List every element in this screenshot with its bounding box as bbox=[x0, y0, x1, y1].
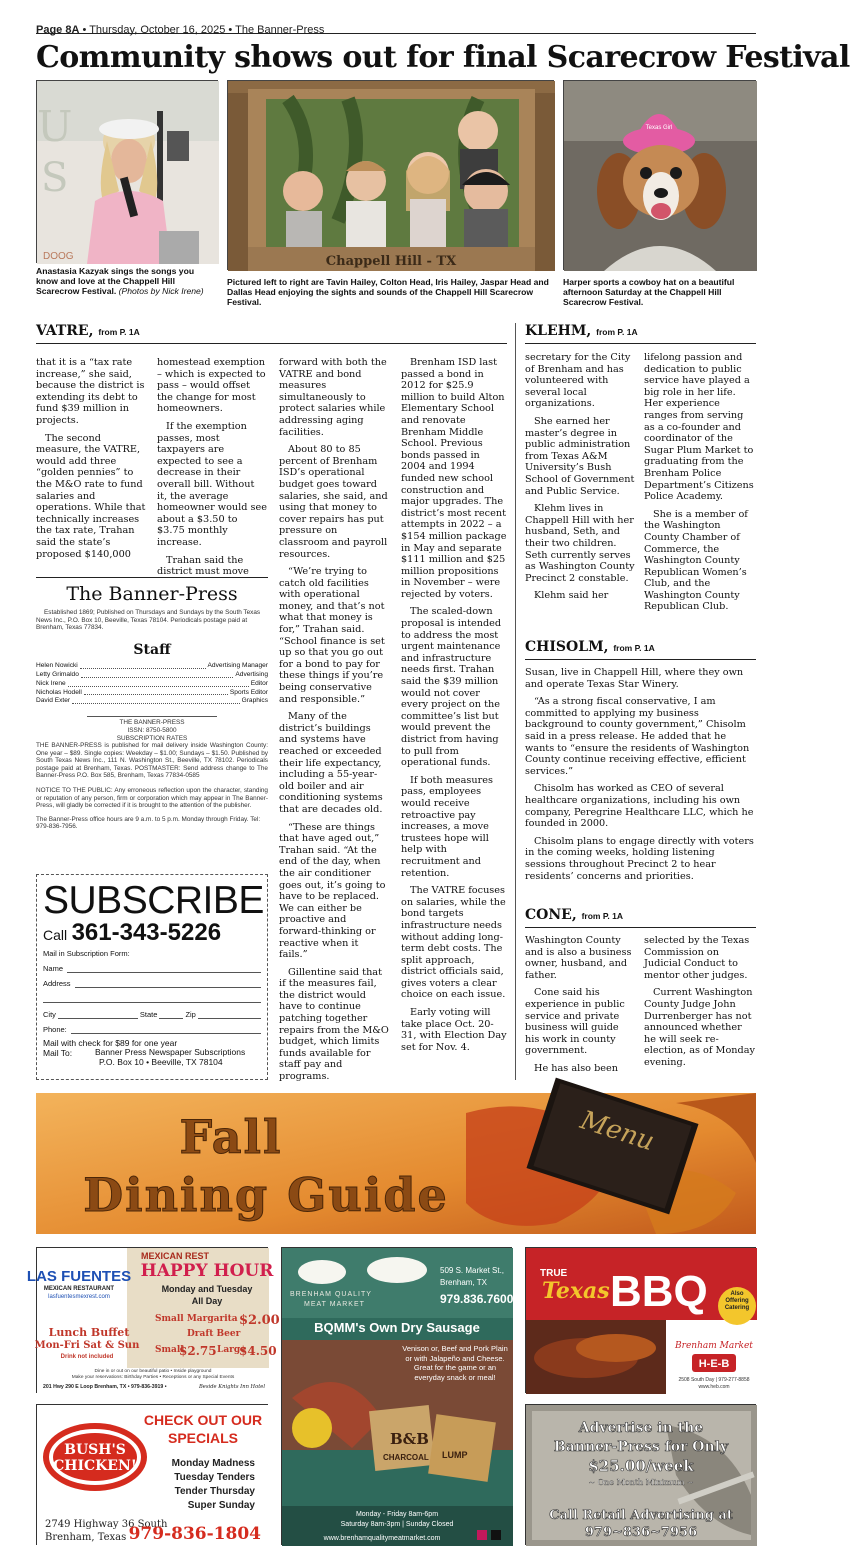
phone-field[interactable]: Phone: bbox=[43, 1025, 261, 1034]
staff-list bbox=[36, 662, 268, 707]
fall-title: Fall bbox=[179, 1110, 283, 1164]
cone-col-1: Washington County and is also a business owner, husband, and father. Cone said his experience in public service and private business will guide his work in county government. He has also been bbox=[525, 935, 632, 1074]
vatre-header: VATRE, from P. 1A bbox=[36, 323, 507, 344]
paper-name: The Banner-Press bbox=[235, 24, 325, 36]
klehm-col-1: secretary for the City of Brenham and has volunteered with several local organizations. She earned her master’s degree in public administration from Texas A&M University’s Bush School of Government and Public Service. Klehm lives in Chappell Hill with her husband, Seth, and their two children. Seth currently serves as Washington County Precinct 2 constable. Klehm said her bbox=[525, 352, 635, 602]
svg-text:TRUE: TRUE bbox=[540, 1268, 568, 1279]
svg-text:Banner-Press for Only: Banner-Press for Only bbox=[553, 1439, 729, 1455]
klehm-col-2: lifelong passion and dedication to public service have played a big role in her life. Her experience ranges from serving as a co-founder and coordinator of the Sugar Plum Market to graduating from the Brenham Police Department’s Citizens Police Academy. She is a member of the Washington County Chamber of Commerce, the Washington County Republican Women’s Club, and the Washington County Republican Club. bbox=[644, 352, 754, 613]
issue-date: Thursday, October 16, 2025 bbox=[89, 24, 226, 36]
dining-guide-title: Dining Guide bbox=[83, 1168, 449, 1222]
headline: Community shows out for final Scarecrow Festival bbox=[36, 40, 850, 75]
vatre-col-3: forward with both the VATRE and bond measures simultaneously to protect salaries while addressing aging facilities. About 80 to 85 percent of Brenham ISD’s operational budget goes toward salaries, she said, and using that money to cover repairs has put pressure on classroom and payroll resources. “We’re trying to catch old facilities with operational money, and that’s not what that money is for,” Trahan said. “School finance is set up so that you go out for a bond to pay for these things if you’re being conservative and responsible.” Many of the district’s buildings and systems have reached or exceeded their life expectancy, including a 55-year-old boiler and air conditioning systems that are decades old. “These are things that have aged out,” Trahan said. “At the end of the day, when the air conditioner goes out, it’s going to have to be replaced. We can either be proactive and forward-thinking or reactive when it fails.” Gillentine said that if the measures fail, the district would have to continue patching together repairs from the M&O budget, which limits funds available for staff pay and programs. bbox=[279, 357, 389, 1083]
svg-text:DOOG: DOOG bbox=[43, 251, 74, 262]
svg-text:Monday - Friday 8am-6pm: Monday - Friday 8am-6pm bbox=[355, 1511, 439, 1518]
staff-title: Staff bbox=[133, 641, 171, 658]
address-field-2[interactable] bbox=[43, 1002, 261, 1003]
svg-text:Brenham Market: Brenham Market bbox=[675, 1341, 753, 1351]
svg-text:U: U bbox=[37, 102, 73, 151]
frame-sign: Chappell Hill - TX bbox=[325, 254, 457, 269]
svg-text:LUMP: LUMP bbox=[442, 1450, 468, 1460]
svg-text:BRENHAM QUALITY: BRENHAM QUALITY bbox=[290, 1291, 372, 1298]
svg-text:CHICKEN!: CHICKEN! bbox=[53, 1458, 137, 1474]
bqmm-url: www.brenhamqualitymeatmarket.com bbox=[323, 1535, 441, 1542]
hours-text: The Banner-Press office hours are 9 a.m. to 5 p.m. Monday through Friday. Tel: 979-836-7956. bbox=[36, 815, 261, 831]
advertise-phone: 979~836~7956 bbox=[584, 1525, 698, 1540]
page-number: Page 8A bbox=[36, 24, 80, 36]
svg-text:Make your reservations: Birthd: Make your reservations: Birthday Parties • Receptions or any Special Events bbox=[71, 1375, 235, 1380]
svg-text:Lunch Buffet: Lunch Buffet bbox=[48, 1326, 130, 1339]
column-divider bbox=[515, 323, 516, 1080]
ad-true-texas-bbq[interactable]: TRUE Texas BBQ Also Offering Catering Brenham Market H-E-B 2508 South Day | 979-277-8858 www.heb.com bbox=[525, 1247, 756, 1393]
bqmm-phone: 979.836.7600 bbox=[440, 1292, 514, 1306]
svg-text:www.heb.com: www.heb.com bbox=[698, 1384, 730, 1390]
svg-text:MEXICAN RESTAURANT: MEXICAN RESTAURANT bbox=[43, 1286, 115, 1292]
staff-row: Nick Irene Editor bbox=[36, 679, 268, 687]
subscribe-phone[interactable]: 361-343-5226 bbox=[71, 919, 222, 946]
photo-kids bbox=[227, 80, 554, 270]
svg-text:~ One Month Minimum ~: ~ One Month Minimum ~ bbox=[588, 1478, 694, 1487]
svg-text:$2.75: $2.75 bbox=[179, 1344, 217, 1358]
subscribe-phone-line: Call 361-343-5226 bbox=[43, 919, 222, 946]
svg-text:B&B: B&B bbox=[390, 1430, 429, 1448]
caption-singer: Anastasia Kazyak sings the songs you know and love at the Chappell Hill Scarecrow Festival. (Photos by Nick Irene) bbox=[36, 266, 204, 296]
masthead-established: Established 1869; Published on Thursdays and Sundays by the South Texas News Inc., P.O. Box 10, Beeville, Texas 78104. Periodicals postage paid at Brenham, Texas 77834. bbox=[36, 609, 261, 632]
chisolm-header: CHISOLM, from P. 1A bbox=[525, 639, 756, 660]
svg-text:$4.50: $4.50 bbox=[239, 1344, 277, 1358]
svg-text:Tender Thursday: Tender Thursday bbox=[174, 1486, 255, 1497]
advertise-price: $25.00/week bbox=[588, 1457, 694, 1475]
hat-text: Texas Girl bbox=[645, 125, 673, 131]
top-rule bbox=[36, 33, 756, 34]
subscribe-title: SUBSCRIBE bbox=[43, 879, 264, 922]
svg-text:Texas: Texas bbox=[542, 1278, 610, 1304]
bushs-phone: 979-836-1804 bbox=[128, 1524, 261, 1544]
ad-bqmm[interactable]: BRENHAM QUALITY MEAT MARKET 509 S. Market St., Brenham, TX 979.836.7600 BQMM's Own Dry Sausage B&B CHARCOAL LUMP Venison or, Beef and Pork Plain or with Jalapeño and Cheese. Great for the game or an everyday snack or meal! Monday - Friday 8am-6pm Saturday 8am-3pm | Sunday Closed www.brenhamqualitymeatmarket.com bbox=[281, 1247, 512, 1545]
vatre-col-2: homestead exemption – which is expected to pass – would offset the change for most homeowners. If the exemption passes, most taxpayers are expected to see a decrease in their overall bill. Without it, the average homeowner would see about a $3.50 to $3.75 monthly increase. Trahan said the district must move bbox=[157, 357, 267, 578]
svg-text:Saturday 8am-3pm | Sunday Clos: Saturday 8am-3pm | Sunday Closed bbox=[340, 1521, 454, 1528]
ad-las-fuentes[interactable] bbox=[26, 1247, 280, 1393]
address-field[interactable]: Address bbox=[43, 979, 261, 988]
bushs-logo: BUSH'S bbox=[64, 1442, 126, 1458]
staff-row: David Exter Graphics bbox=[36, 697, 268, 705]
bqmm-headline: BQMM's Own Dry Sausage bbox=[314, 1320, 480, 1335]
svg-text:Beside Knights Inn Hotel: Beside Knights Inn Hotel bbox=[199, 1384, 266, 1390]
staff-row: Letty Grimaldo Advertising bbox=[36, 670, 268, 678]
subscribe-box: SUBSCRIBE Call 361-343-5226 Mail in Subscription Form: Name Address City State Zip Phone: Mail with check for $89 for one year Mail To: Banner Press Newspaper Subscriptions P.O. Box 10 • Beeville, TX 78104 bbox=[36, 874, 268, 1080]
tiktok-icon bbox=[491, 1530, 501, 1540]
svg-text:Dine in or out on our beautifu: Dine in or out on our beautiful patio • Inside playground bbox=[94, 1369, 212, 1374]
svg-text:Small: Small bbox=[155, 1345, 184, 1355]
fall-dining-guide-banner bbox=[36, 1093, 756, 1234]
vatre-col-4: Brenham ISD last passed a bond in 2012 for $25.9 million to build Alton Elementary School and renovate Brenham Middle School. Previous bonds passed in 2004 and 1994 funded new school construction and major upgrades. The district’s most recent attempts in 2022 – a $154 million package in May and separate $111 million and $25 million propositions in November – were rejected by voters. The scaled-down proposal is intended to address the most urgent maintenance and infrastructure needs first. Trahan said the $39 million would not cover every project on the committee’s list but would prevent the district from having to pull from operational funds. If both measures pass, employees would receive retroactive pay increases, a move trustees hope will help with recruitment and retention. The VATRE focuses on salaries, while the bond targets infrastructure needs without adding long-term debt costs. The split approach, district officials said, gives voters a clear choice on each issue. Early voting will take place Oct. 20-31, with Election Day set for Nov. 4. bbox=[401, 357, 507, 1053]
svg-text:$2.00: $2.00 bbox=[239, 1313, 280, 1328]
name-field[interactable]: Name bbox=[43, 964, 261, 973]
ad-advertise[interactable] bbox=[525, 1404, 756, 1545]
vatre-col-1: that it is a “tax rate increase,” she said, because the district is extending its debt to fund $39 million in projects. The second measure, the VATRE, would add three “golden pennies” to the M&O rate to fund salaries and operations. While that technically increases the tax rate, Trahan said the state’s proposed $140,000 bbox=[36, 357, 146, 560]
svg-text:CHECK OUT OUR: CHECK OUT OUR bbox=[143, 1412, 263, 1428]
svg-text:Super Sunday: Super Sunday bbox=[187, 1500, 255, 1511]
las-fuentes-logo: LAS FUENTES bbox=[26, 1268, 132, 1285]
sign-text: MEXICAN REST bbox=[141, 1251, 210, 1261]
klehm-header: KLEHM, from P. 1A bbox=[525, 323, 756, 344]
heb-logo: H-E-B bbox=[698, 1358, 730, 1370]
caption-dog: Harper sports a cowboy hat on a beautiful afternoon Saturday at the Chappell Hill Scarecrow Festival. bbox=[563, 277, 735, 307]
svg-text:Call Retail Advertising at: Call Retail Advertising at bbox=[549, 1508, 733, 1523]
svg-text:All Day: All Day bbox=[191, 1296, 223, 1306]
svg-text:S: S bbox=[41, 155, 69, 201]
staff-row: Nicholas Hodell Sports Editor bbox=[36, 688, 268, 696]
notice-text: NOTICE TO THE PUBLIC: Any erroneous reflection upon the character, standing or reputation of any person, firm or corporation which may appear in The Banner-Press, will gladly be corrected if it is brought to the attention of the publisher. bbox=[36, 787, 268, 810]
svg-text:Mon-Fri Sat & Sun: Mon-Fri Sat & Sun bbox=[34, 1340, 140, 1351]
svg-text:Brenham, Texas: Brenham, Texas bbox=[45, 1532, 127, 1543]
svg-text:Small Margarita: Small Margarita bbox=[155, 1314, 238, 1324]
menu-label: Menu bbox=[576, 1105, 658, 1158]
svg-text:Advertise in the: Advertise in the bbox=[578, 1420, 704, 1436]
staff-row: Helen Nowicki Advertising Manager bbox=[36, 661, 268, 669]
city-state-zip-field[interactable]: City State Zip bbox=[43, 1010, 261, 1019]
photo-dog bbox=[563, 80, 756, 270]
svg-text:201 Hwy 290 E Loop Brenham, T: 201 Hwy 290 E Loop Brenham, TX • 979-836-3919 • bbox=[43, 1384, 167, 1390]
masthead-title: The Banner-Press bbox=[66, 583, 238, 605]
cone-col-2: selected by the Texas Commission on Judicial Conduct to mentor other judges. Current Washington County Judge John Durrenberger has not announced whether he will seek re-election, as of Monday evening. bbox=[644, 935, 755, 1068]
svg-text:Monday and Tuesday: Monday and Tuesday bbox=[161, 1284, 253, 1294]
chisolm-body: Susan, live in Chappell Hill, where they own and operate Texas Star Winery. “As a strong fiscal conservative, I am committed to applying my business background to county government,” Chisolm said in a press release. He added that he wants to “ensure the residents of Washington County continue receiving effective, efficient services.” Chisolm has worked as CEO of several healthcare organizations, including his own company, Peregrine Healthcare LLC, which he founded in 2000. Chisolm plans to engage directly with voters in the coming weeks, holding listening sessions throughout Precinct 2 to hear residents’ concerns and priorities. bbox=[525, 667, 754, 882]
svg-text:Drink not included: Drink not included bbox=[60, 1354, 114, 1360]
svg-text:lasfuentesmexrest.com: lasfuentesmexrest.com bbox=[48, 1294, 110, 1300]
folio: Page 8A • Thursday, October 16, 2025 • The Banner-Press bbox=[36, 24, 325, 36]
caption-kids: Pictured left to right are Tavin Hailey, Colton Head, Iris Hailey, Jaspar Head and Dallas Head enjoying the sights and sounds of the Chappell Hill Scarecrow Festival. bbox=[227, 277, 549, 307]
svg-text:Draft Beer: Draft Beer bbox=[187, 1329, 241, 1339]
svg-text:CHARCOAL: CHARCOAL bbox=[383, 1453, 429, 1462]
ad-bushs-chicken[interactable] bbox=[36, 1404, 268, 1545]
svg-text:2749 Highway 36 South: 2749 Highway 36 South bbox=[45, 1519, 168, 1530]
instagram-icon bbox=[477, 1530, 487, 1540]
cone-header: CONE, from P. 1A bbox=[525, 907, 756, 928]
happy-hour: HAPPY HOUR bbox=[140, 1261, 274, 1281]
svg-text:509 S. Market St.,: 509 S. Market St., bbox=[440, 1266, 505, 1275]
mail-to: Mail To: Banner Press Newspaper Subscriptions P.O. Box 10 • Beeville, TX 78104 bbox=[43, 1047, 246, 1067]
svg-text:Tuesday Tenders: Tuesday Tenders bbox=[174, 1472, 255, 1483]
masthead-box bbox=[36, 577, 268, 831]
issn-block: THE BANNER-PRESS ISSN: 8750-5800 SUBSCRIPTION RATES bbox=[116, 719, 188, 742]
photo-singer bbox=[36, 80, 218, 263]
svg-text:Large: Large bbox=[217, 1345, 246, 1355]
bbq-logo: BBQ bbox=[610, 1267, 708, 1316]
svg-text:2508 South Day | 979-277-8858: 2508 South Day | 979-277-8858 bbox=[678, 1377, 750, 1383]
svg-text:Brenham, TX: Brenham, TX bbox=[440, 1278, 487, 1287]
svg-text:MEAT MARKET: MEAT MARKET bbox=[304, 1301, 365, 1308]
svg-text:SPECIALS: SPECIALS bbox=[167, 1430, 239, 1446]
svg-text:Monday Madness: Monday Madness bbox=[171, 1458, 255, 1469]
rates-text: THE BANNER-PRESS is published for mail delivery inside Washington County: One year – $89. Single copies: Weekday – $1.00; Sundays – $1.50. Published by South Texas News Inc., 111 N. Washington St., Beeville, TX 78102. Periodicals postage paid at Brenham, Texas. POSTMASTER: Send address change to The Banner-Press P.O. Box 585, Brenham, Texas 77834-0585 bbox=[36, 742, 268, 780]
